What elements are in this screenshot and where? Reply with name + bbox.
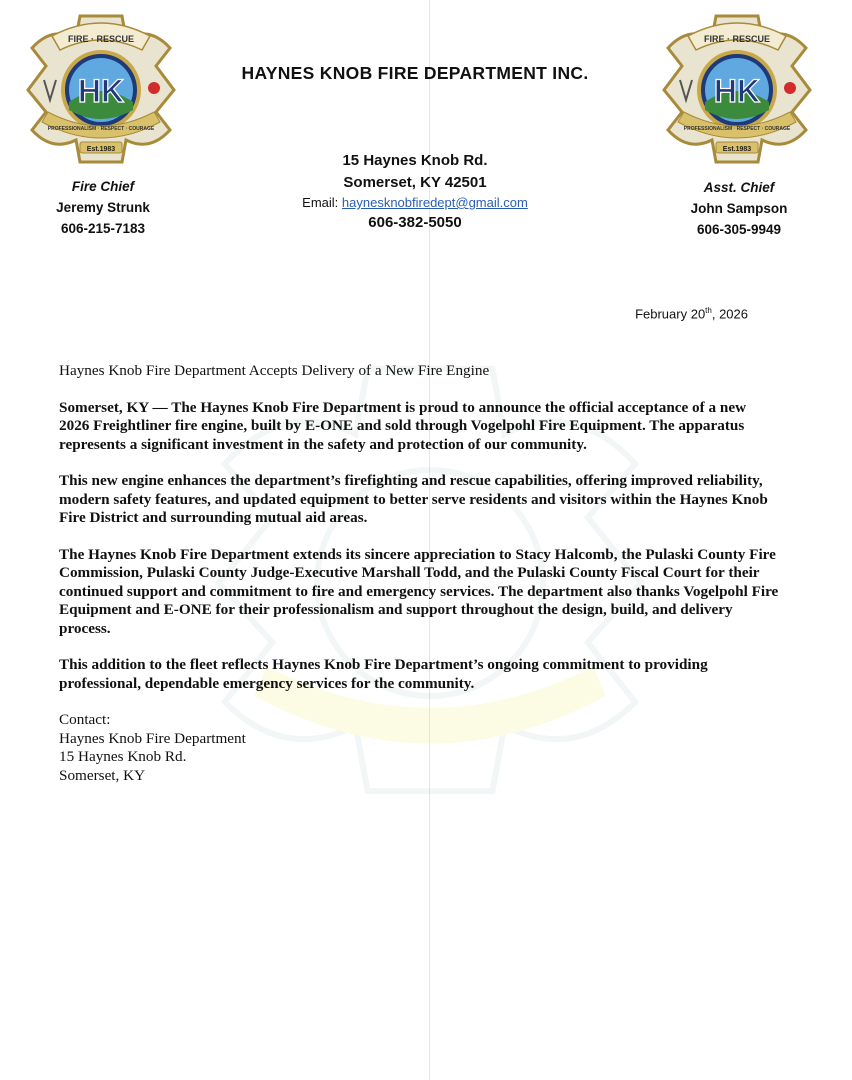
svg-text:Est.1983: Est.1983 [86, 146, 116, 153]
svg-text:FIRE · RESCUE: FIRE · RESCUE [67, 34, 135, 44]
date-year: , 2026 [711, 306, 748, 322]
svg-text:HK: HK [77, 73, 125, 109]
svg-text:Est.1983: Est.1983 [722, 146, 752, 153]
letterhead-title: HAYNES KNOB FIRE DEPARTMENT INC. [241, 63, 589, 83]
fire-chief-block [13, 176, 193, 239]
fire-chief-role: Fire Chief [71, 179, 135, 194]
letter-date [635, 306, 748, 321]
paragraph-2: This new engine enhances the department’s firefighting and rescue capabilities, offering improved reliability, modern safety features, and updated equipment to better serve residents and visitors within the Haynes Knob Fire District and surrounding mutual aid areas. [59, 472, 768, 526]
asst-chief-phone: 606-305-9949 [696, 222, 782, 237]
letterhead-address [230, 150, 600, 234]
email-link[interactable]: haynesknobfiredept@gmail.com [341, 195, 528, 210]
asst-chief-name: John Sampson [690, 201, 788, 216]
date-main: February 20 [635, 306, 706, 322]
paragraph-3: The Haynes Knob Fire Department extends its sincere appreciation to Stacy Halcomb, the Pulaski County Fire Commission, Pulaski County Judge-Executive Marshall Todd, and the Pulaski County Fiscal Court for their continued support and commitment to fire and emergency services. The department also thanks Vogelpohl Fire Equipment and E-ONE for their professionalism and support throughout the design, build, and delivery process. [59, 545, 779, 637]
svg-text:PROFESSIONALISM · RESPECT · CO: PROFESSIONALISM · RESPECT · COURAGE [47, 126, 155, 132]
svg-text:HK: HK [713, 73, 761, 109]
contact-city: Somerset, KY [59, 766, 146, 784]
paragraph-1: Somerset, KY — The Haynes Knob Fire Department is proud to announce the official acceptance of a new 2026 Freightliner fire engine, built by E-ONE and sold through Vogelpohl Fire Equipment. The apparatus represents a significant investment in the safety and protection of our community. [59, 398, 747, 453]
email-label: Email: [302, 195, 342, 210]
asst-chief-role: Asst. Chief [703, 180, 775, 195]
email-line [230, 194, 600, 212]
contact-block [59, 711, 779, 785]
address-street: 15 Haynes Knob Rd. [342, 152, 488, 169]
paragraph-4: This addition to the fleet reflects Haynes Knob Fire Department’s ongoing commitment to providing professional, dependable emergency services for the community. [59, 656, 708, 692]
letter-body [59, 362, 779, 785]
contact-org: Haynes Knob Fire Department [59, 729, 246, 747]
date-suffix: th [705, 306, 712, 315]
department-badge-right-icon [658, 10, 816, 168]
contact-label: Contact: [59, 711, 111, 728]
department-badge-left-icon [22, 10, 180, 168]
svg-text:PROFESSIONALISM · RESPECT · CO: PROFESSIONALISM · RESPECT · COURAGE [683, 126, 791, 132]
asst-chief-block [649, 177, 829, 240]
svg-text:FIRE · RESCUE: FIRE · RESCUE [703, 34, 771, 44]
fire-chief-phone: 606-215-7183 [60, 221, 146, 236]
address-city: Somerset, KY 42501 [343, 174, 487, 191]
contact-street: 15 Haynes Knob Rd. [59, 748, 187, 765]
fire-chief-name: Jeremy Strunk [56, 200, 150, 215]
department-phone: 606-382-5050 [368, 214, 462, 231]
letter-headline: Haynes Knob Fire Department Accepts Delivery of a New Fire Engine [59, 362, 490, 379]
